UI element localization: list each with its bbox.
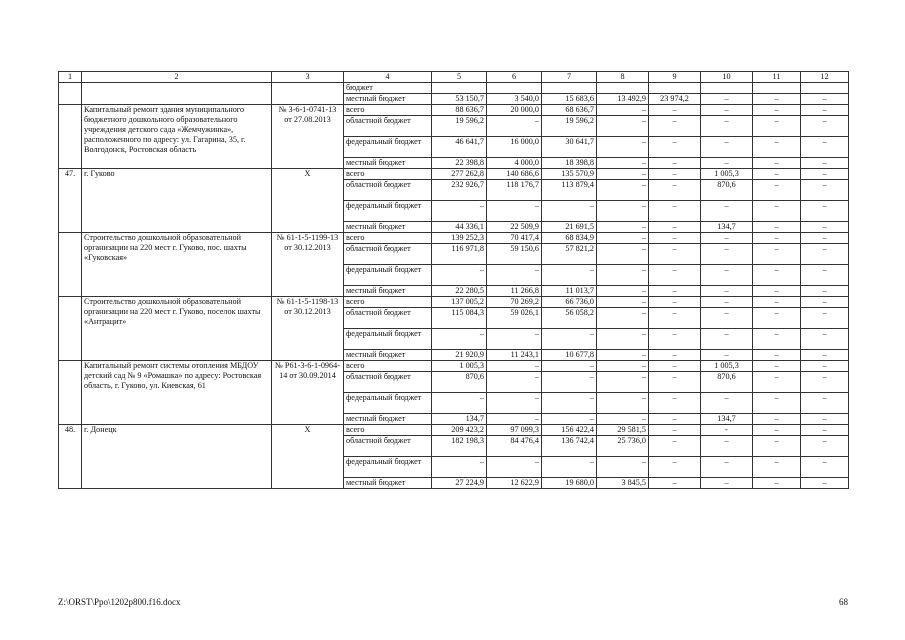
amount-cell: 10 677,8 — [542, 350, 597, 361]
col-header: 6 — [487, 72, 542, 83]
amount-cell: – — [649, 350, 701, 361]
amount-cell: – — [487, 329, 542, 350]
amount-cell: – — [701, 308, 753, 329]
funding-source: областной бюджет — [344, 244, 432, 265]
funding-source: областной бюджет — [344, 308, 432, 329]
amount-cell: – — [701, 233, 753, 244]
amount-cell — [597, 83, 649, 94]
funding-source: федеральный бюджет — [344, 393, 432, 414]
table-row — [59, 425, 849, 436]
amount-cell: – — [801, 169, 849, 180]
table-row — [59, 361, 849, 372]
amount-cell: – — [649, 116, 701, 137]
amount-cell: – — [701, 94, 753, 105]
funding-source: бюджет — [344, 83, 432, 94]
amount-cell: – — [542, 201, 597, 222]
amount-cell: – — [801, 233, 849, 244]
col-header: 10 — [701, 72, 753, 83]
amount-cell: – — [753, 425, 801, 436]
amount-cell: 232 926,7 — [432, 180, 487, 201]
table-row — [59, 233, 849, 244]
amount-cell: 118 176,7 — [487, 180, 542, 201]
amount-cell: – — [801, 457, 849, 478]
amount-cell: – — [801, 297, 849, 308]
amount-cell: – — [753, 201, 801, 222]
amount-cell: 1 005,3 — [701, 169, 753, 180]
amount-cell: – — [801, 244, 849, 265]
amount-cell: – — [487, 116, 542, 137]
amount-cell: 29 581,5 — [597, 425, 649, 436]
amount-cell: 59 026,1 — [487, 308, 542, 329]
amount-cell: 209 423,2 — [432, 425, 487, 436]
amount-cell: – — [649, 329, 701, 350]
amount-cell: – — [753, 222, 801, 233]
expertise-doc: № 3-6-1-0741-13 от 27.08.2013 — [272, 105, 344, 169]
amount-cell: 22 280,5 — [432, 286, 487, 297]
amount-cell: 44 336,1 — [432, 222, 487, 233]
amount-cell: 18 398,8 — [542, 158, 597, 169]
footer-file-path: Z:\ORST\Ppo\1202p800.f16.docx — [58, 597, 181, 607]
amount-cell: 134,7 — [701, 222, 753, 233]
amount-cell: – — [801, 137, 849, 158]
amount-cell: – — [597, 457, 649, 478]
amount-cell: 16 000,0 — [487, 137, 542, 158]
amount-cell: 84 476,4 — [487, 436, 542, 457]
amount-cell: – — [487, 414, 542, 425]
amount-cell: – — [649, 393, 701, 414]
amount-cell: – — [432, 393, 487, 414]
amount-cell: 27 224,9 — [432, 478, 487, 489]
amount-cell: – — [649, 137, 701, 158]
amount-cell: – — [701, 265, 753, 286]
amount-cell: – — [801, 201, 849, 222]
amount-cell: – — [753, 158, 801, 169]
funding-source: местный бюджет — [344, 286, 432, 297]
expertise-doc: № 61-1-5-1198-13 от 30.12.2013 — [272, 297, 344, 361]
col-header: 8 — [597, 72, 649, 83]
col-header: 1 — [59, 72, 82, 83]
amount-cell: – — [432, 265, 487, 286]
amount-cell: – — [542, 457, 597, 478]
amount-cell: – — [649, 158, 701, 169]
amount-cell: 66 736,0 — [542, 297, 597, 308]
amount-cell: 113 879,4 — [542, 180, 597, 201]
col-header: 3 — [272, 72, 344, 83]
amount-cell: 97 099,3 — [487, 425, 542, 436]
amount-cell: – — [753, 436, 801, 457]
amount-cell: – — [649, 265, 701, 286]
amount-cell: 11 266,8 — [487, 286, 542, 297]
expertise-doc: № Р61-3-6-1-0964-14 от 30.09.2014 — [272, 361, 344, 425]
amount-cell: 4 000,0 — [487, 158, 542, 169]
amount-cell: – — [649, 436, 701, 457]
amount-cell: 68 834,9 — [542, 233, 597, 244]
amount-cell: 136 742,4 — [542, 436, 597, 457]
amount-cell: – — [701, 116, 753, 137]
row-number — [59, 83, 82, 105]
amount-cell: 137 005,2 — [432, 297, 487, 308]
amount-cell: 15 683,6 — [542, 94, 597, 105]
amount-cell: 20 000,0 — [487, 105, 542, 116]
amount-cell: – — [597, 297, 649, 308]
amount-cell: 68 636,7 — [542, 105, 597, 116]
amount-cell: – — [542, 393, 597, 414]
amount-cell: 277 262,8 — [432, 169, 487, 180]
amount-cell: – — [597, 350, 649, 361]
amount-cell: – — [801, 308, 849, 329]
amount-cell: 23 974,2 — [649, 94, 701, 105]
amount-cell: – — [801, 329, 849, 350]
amount-cell: – — [597, 393, 649, 414]
row-number — [59, 297, 82, 361]
amount-cell: – — [597, 116, 649, 137]
amount-cell: 21 920,9 — [432, 350, 487, 361]
amount-cell: – — [649, 297, 701, 308]
amount-cell: – — [753, 233, 801, 244]
amount-cell — [753, 83, 801, 94]
amount-cell: – — [487, 201, 542, 222]
expertise-doc: Х — [272, 169, 344, 233]
column-number-row — [59, 72, 849, 83]
amount-cell: – — [649, 222, 701, 233]
amount-cell: – — [801, 265, 849, 286]
object-name: г. Донецк — [82, 425, 272, 489]
amount-cell: 19 680,0 — [542, 478, 597, 489]
amount-cell: – — [542, 414, 597, 425]
amount-cell: – — [597, 286, 649, 297]
funding-source: местный бюджет — [344, 350, 432, 361]
amount-cell: – — [597, 372, 649, 393]
amount-cell: – — [801, 180, 849, 201]
amount-cell: – — [542, 265, 597, 286]
amount-cell: 182 198,3 — [432, 436, 487, 457]
table-row — [59, 105, 849, 116]
table-row — [59, 169, 849, 180]
funding-source: областной бюджет — [344, 372, 432, 393]
amount-cell: 70 269,2 — [487, 297, 542, 308]
amount-cell: – — [432, 329, 487, 350]
funding-source: местный бюджет — [344, 158, 432, 169]
amount-cell: 115 084,3 — [432, 308, 487, 329]
amount-cell: – — [753, 137, 801, 158]
amount-cell: – — [801, 105, 849, 116]
amount-cell: – — [801, 286, 849, 297]
amount-cell: – — [597, 329, 649, 350]
funding-source: всего — [344, 297, 432, 308]
col-header: 7 — [542, 72, 597, 83]
amount-cell: 116 971,8 — [432, 244, 487, 265]
amount-cell: – — [487, 393, 542, 414]
amount-cell: – — [753, 94, 801, 105]
amount-cell: – — [753, 265, 801, 286]
funding-source: местный бюджет — [344, 94, 432, 105]
expertise-doc — [272, 83, 344, 105]
funding-source: федеральный бюджет — [344, 329, 432, 350]
amount-cell: – — [701, 478, 753, 489]
amount-cell — [801, 83, 849, 94]
amount-cell: 3 540,0 — [487, 94, 542, 105]
amount-cell: 19 596,2 — [542, 116, 597, 137]
amount-cell: – — [597, 169, 649, 180]
amount-cell: – — [597, 244, 649, 265]
amount-cell: 870,6 — [701, 180, 753, 201]
object-name — [82, 83, 272, 105]
funding-source: областной бюджет — [344, 116, 432, 137]
amount-cell: – — [649, 372, 701, 393]
amount-cell: – — [701, 350, 753, 361]
amount-cell: – — [597, 201, 649, 222]
amount-cell: – — [753, 308, 801, 329]
amount-cell: – — [701, 393, 753, 414]
amount-cell: 19 596,2 — [432, 116, 487, 137]
col-header: 5 — [432, 72, 487, 83]
amount-cell: – — [753, 478, 801, 489]
amount-cell: 1 005,3 — [701, 361, 753, 372]
amount-cell: 11 013,7 — [542, 286, 597, 297]
amount-cell: – — [597, 308, 649, 329]
funding-source: всего — [344, 169, 432, 180]
amount-cell: 1 005,3 — [432, 361, 487, 372]
amount-cell: – — [701, 286, 753, 297]
amount-cell: 70 417,4 — [487, 233, 542, 244]
amount-cell: – — [487, 265, 542, 286]
amount-cell: – — [801, 361, 849, 372]
amount-cell: – — [801, 116, 849, 137]
amount-cell: – — [701, 137, 753, 158]
col-header: 4 — [344, 72, 432, 83]
amount-cell: – — [701, 329, 753, 350]
amount-cell: – — [649, 233, 701, 244]
amount-cell: – — [701, 105, 753, 116]
amount-cell: 59 150,6 — [487, 244, 542, 265]
amount-cell: – — [597, 361, 649, 372]
amount-cell: – — [597, 222, 649, 233]
amount-cell: – — [753, 350, 801, 361]
amount-cell: 46 641,7 — [432, 137, 487, 158]
amount-cell: – — [542, 361, 597, 372]
amount-cell: – — [753, 361, 801, 372]
amount-cell: – — [649, 169, 701, 180]
amount-cell: – — [649, 201, 701, 222]
amount-cell: – — [753, 329, 801, 350]
amount-cell: 22 509,9 — [487, 222, 542, 233]
amount-cell: 11 243,1 — [487, 350, 542, 361]
table-row — [59, 83, 849, 94]
amount-cell: – — [649, 105, 701, 116]
amount-cell: 140 686,6 — [487, 169, 542, 180]
funding-source: областной бюджет — [344, 436, 432, 457]
amount-cell — [487, 83, 542, 94]
amount-cell: – — [753, 116, 801, 137]
funding-source: федеральный бюджет — [344, 457, 432, 478]
amount-cell: 88 636,7 — [432, 105, 487, 116]
col-header: 9 — [649, 72, 701, 83]
amount-cell: 139 252,3 — [432, 233, 487, 244]
row-number — [59, 233, 82, 297]
amount-cell: – — [753, 297, 801, 308]
amount-cell: – — [753, 414, 801, 425]
amount-cell: – — [801, 436, 849, 457]
amount-cell — [542, 83, 597, 94]
amount-cell: – — [487, 372, 542, 393]
expertise-doc: Х — [272, 425, 344, 489]
amount-cell: – — [753, 286, 801, 297]
amount-cell: - — [701, 425, 753, 436]
amount-cell: – — [701, 436, 753, 457]
amount-cell: – — [801, 372, 849, 393]
amount-cell: – — [649, 425, 701, 436]
amount-cell: – — [753, 169, 801, 180]
object-name: Строительство дошкольной образовательной организации на 220 мест г. Гуково, пос. шахты «Гуковская» — [82, 233, 272, 297]
amount-cell: – — [801, 158, 849, 169]
funding-source: всего — [344, 425, 432, 436]
amount-cell: – — [649, 308, 701, 329]
amount-cell: – — [753, 372, 801, 393]
amount-cell: 134,7 — [432, 414, 487, 425]
amount-cell: – — [701, 158, 753, 169]
amount-cell: – — [432, 457, 487, 478]
col-header: 11 — [753, 72, 801, 83]
amount-cell: – — [801, 425, 849, 436]
row-number: 47. — [59, 169, 82, 233]
funding-source: всего — [344, 361, 432, 372]
funding-source: местный бюджет — [344, 222, 432, 233]
col-header: 2 — [82, 72, 272, 83]
amount-cell: – — [801, 222, 849, 233]
amount-cell: – — [753, 244, 801, 265]
amount-cell: – — [649, 361, 701, 372]
amount-cell: – — [597, 265, 649, 286]
amount-cell: 13 492,9 — [597, 94, 649, 105]
funding-source: федеральный бюджет — [344, 137, 432, 158]
amount-cell: – — [487, 361, 542, 372]
amount-cell: – — [597, 158, 649, 169]
amount-cell: 57 821,2 — [542, 244, 597, 265]
amount-cell: – — [649, 414, 701, 425]
amount-cell: – — [597, 233, 649, 244]
page-number: 68 — [839, 597, 848, 607]
amount-cell: – — [701, 201, 753, 222]
amount-cell: – — [487, 457, 542, 478]
budget-table — [58, 71, 849, 489]
amount-cell: – — [753, 180, 801, 201]
amount-cell: – — [701, 244, 753, 265]
amount-cell: 56 058,2 — [542, 308, 597, 329]
row-number — [59, 105, 82, 169]
amount-cell: 156 422,4 — [542, 425, 597, 436]
amount-cell: 53 150,7 — [432, 94, 487, 105]
amount-cell: – — [801, 393, 849, 414]
amount-cell: – — [701, 457, 753, 478]
amount-cell: 22 398,8 — [432, 158, 487, 169]
row-number: 48. — [59, 425, 82, 489]
amount-cell: – — [542, 372, 597, 393]
funding-source: областной бюджет — [344, 180, 432, 201]
amount-cell: – — [597, 180, 649, 201]
expertise-doc: № 61-1-5-1199-13 от 30.12.2013 — [272, 233, 344, 297]
amount-cell: – — [649, 457, 701, 478]
col-header: 12 — [801, 72, 849, 83]
amount-cell: – — [801, 350, 849, 361]
amount-cell: – — [753, 105, 801, 116]
amount-cell: – — [753, 457, 801, 478]
funding-source: федеральный бюджет — [344, 201, 432, 222]
amount-cell: 21 691,5 — [542, 222, 597, 233]
amount-cell: 870,6 — [701, 372, 753, 393]
amount-cell: 12 622,9 — [487, 478, 542, 489]
amount-cell: – — [649, 478, 701, 489]
amount-cell: – — [801, 414, 849, 425]
row-number — [59, 361, 82, 425]
amount-cell: 134,7 — [701, 414, 753, 425]
amount-cell: – — [801, 478, 849, 489]
amount-cell — [649, 83, 701, 94]
object-name: Капитальный ремонт здания муниципального бюджетного дошкольного образовательного учреждения детского сада «Жемчужинка», расположенного по адресу: ул. Гагарина, 35, г. Волгодонск, Ростовская область — [82, 105, 272, 169]
amount-cell: – — [597, 105, 649, 116]
amount-cell: – — [432, 201, 487, 222]
amount-cell: – — [597, 414, 649, 425]
amount-cell: – — [597, 137, 649, 158]
amount-cell: 3 845,5 — [597, 478, 649, 489]
object-name: г. Гуково — [82, 169, 272, 233]
amount-cell: – — [753, 393, 801, 414]
object-name: Капитальный ремонт системы отопления МБДОУ детский сад № 9 «Ромашка» по адресу: Ростовская область, г. Гуково, ул. Киевская, 61 — [82, 361, 272, 425]
object-name: Строительство дошкольной образовательной организации на 220 мест г. Гуково, поселок шахты «Антрацит» — [82, 297, 272, 361]
funding-source: местный бюджет — [344, 414, 432, 425]
amount-cell: 135 570,9 — [542, 169, 597, 180]
amount-cell: 870,6 — [432, 372, 487, 393]
amount-cell: – — [701, 297, 753, 308]
amount-cell: – — [542, 329, 597, 350]
funding-source: местный бюджет — [344, 478, 432, 489]
amount-cell: – — [649, 180, 701, 201]
amount-cell: – — [649, 286, 701, 297]
amount-cell: 30 641,7 — [542, 137, 597, 158]
amount-cell: 25 736,0 — [597, 436, 649, 457]
funding-source: федеральный бюджет — [344, 265, 432, 286]
amount-cell: – — [801, 94, 849, 105]
amount-cell — [701, 83, 753, 94]
amount-cell: – — [649, 244, 701, 265]
funding-source: всего — [344, 233, 432, 244]
table-row — [59, 297, 849, 308]
funding-source: всего — [344, 105, 432, 116]
amount-cell — [432, 83, 487, 94]
